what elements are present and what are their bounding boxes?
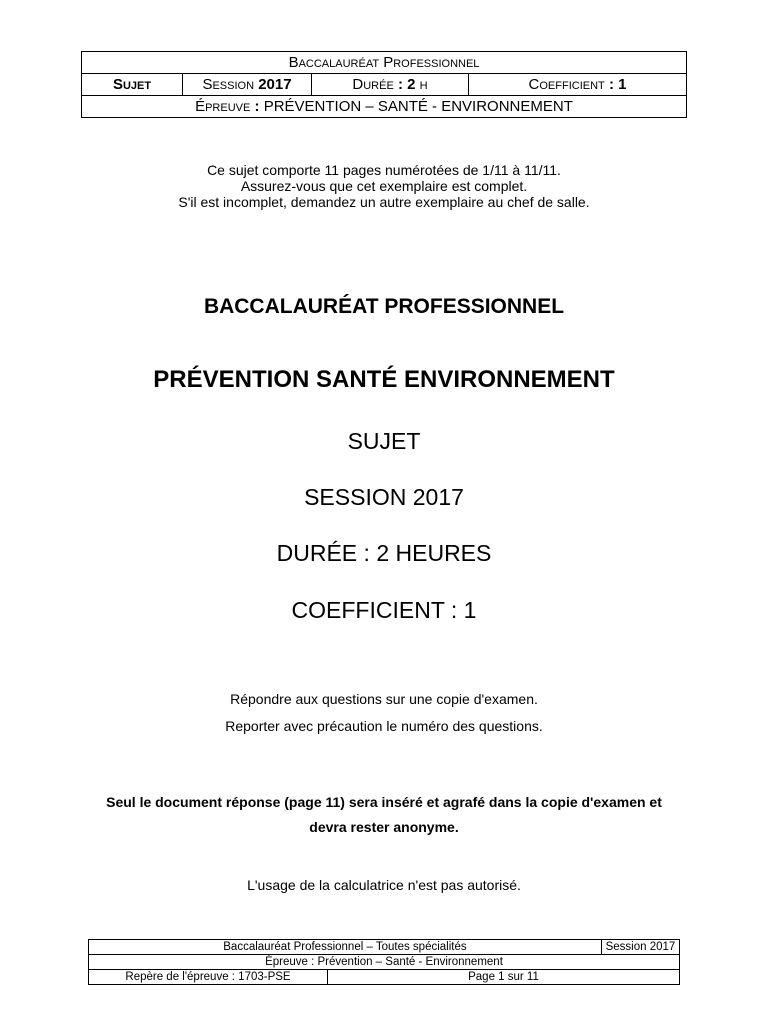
main-duree: DURÉE : 2 HEURES bbox=[276, 540, 492, 566]
main-coefficient: COEFFICIENT : 1 bbox=[291, 597, 477, 623]
header-table bbox=[81, 51, 687, 118]
main-session: SESSION 2017 bbox=[304, 484, 464, 510]
warning-line-1: Seul le document réponse (page 11) sera inséré et agrafé dans la copie d'examen et bbox=[106, 794, 662, 810]
intro-line-3: S'il est incomplet, demandez un autre exemplaire au chef de salle. bbox=[178, 194, 590, 210]
header-epreuve: Épreuve : PRÉVENTION – SANTÉ - ENVIRONNEMENT bbox=[82, 96, 687, 118]
footer-epreuve: Épreuve : Prévention – Santé - Environnement bbox=[89, 955, 680, 970]
main-sujet: SUJET bbox=[347, 428, 421, 454]
instruction-line-2: Reporter avec précaution le numéro des questions. bbox=[225, 718, 543, 734]
main-title-1: BACCALAURÉAT PROFESSIONNEL bbox=[203, 295, 565, 318]
footer-program: Baccalauréat Professionnel – Toutes spécialités bbox=[89, 940, 602, 955]
footer-page: Page 1 sur 11 bbox=[328, 970, 680, 985]
intro-line-2: Assurez-vous que cet exemplaire est complet. bbox=[240, 178, 528, 194]
header-session: Session 2017 bbox=[183, 74, 312, 96]
header-duree: Durée : 2 h bbox=[312, 74, 469, 96]
intro-block bbox=[0, 162, 768, 210]
header-program: Baccalauréat Professionnel bbox=[82, 52, 687, 74]
calculator-note: L'usage de la calculatrice n'est pas autorisé. bbox=[247, 877, 521, 893]
warning-line-2: devra rester anonyme. bbox=[309, 819, 459, 835]
footer-repere: Repère de l'épreuve : 1703-PSE bbox=[89, 970, 328, 985]
footer-session: Session 2017 bbox=[601, 940, 679, 955]
footer-table bbox=[88, 939, 680, 985]
main-title-2: PRÉVENTION SANTÉ ENVIRONNEMENT bbox=[153, 366, 615, 393]
instruction-line-1: Répondre aux questions sur une copie d'examen. bbox=[230, 691, 538, 707]
intro-line-1: Ce sujet comporte 11 pages numérotées de 1/11 à 11/11. bbox=[207, 162, 561, 178]
warning-block bbox=[60, 790, 708, 840]
header-coefficient: Coefficient : 1 bbox=[469, 74, 687, 96]
header-sujet: Sujet bbox=[82, 74, 183, 96]
